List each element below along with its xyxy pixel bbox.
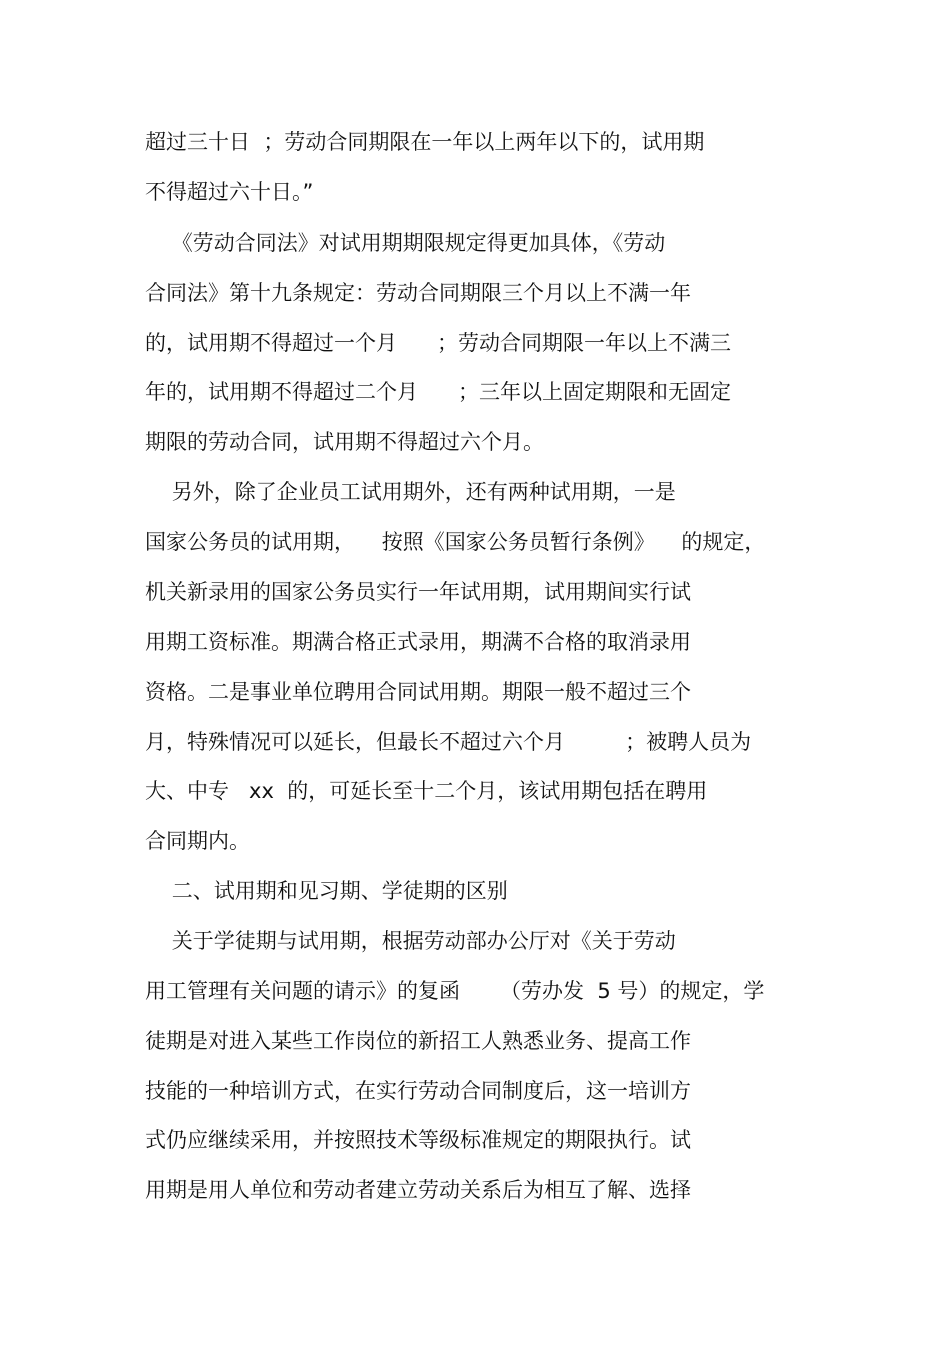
text-line: 年的，试用期不得超过二个月 ；三年以上固定期限和无固定 xyxy=(145,380,732,404)
text-line: 用期工资标准。期满合格正式录用，期满不合格的取消录用 xyxy=(145,630,691,654)
text-line: 另外，除了企业员工试用期外，还有两种试用期，一是 xyxy=(145,480,676,504)
text-line: 合同期内。 xyxy=(145,829,250,853)
text-line: 月，特殊情况可以延长，但最长不超过六个月 ；被聘人员为 xyxy=(145,730,752,754)
text-line: 资格。二是事业单位聘用合同试用期。期限一般不超过三个 xyxy=(145,680,691,704)
text-line: 关于学徒期与试用期，根据劳动部办公厅对《关于劳动 xyxy=(145,929,676,953)
text-line: 合同法》第十九条规定：劳动合同期限三个月以上不满一年 xyxy=(145,281,691,305)
section-heading: 二、试用期和见习期、学徒期的区别 xyxy=(145,879,508,903)
text-line: 期限的劳动合同，试用期不得超过六个月。 xyxy=(145,430,544,454)
text-line: 《劳动合同法》对试用期期限规定得更加具体，《劳动 xyxy=(145,231,666,255)
text-line: 国家公务员的试用期， 按照《国家公务员暂行条例》 的规定， xyxy=(145,530,766,554)
text-line: 不得超过六十日。” xyxy=(145,180,314,204)
text-line: 的，试用期不得超过一个月 ；劳动合同期限一年以上不满三 xyxy=(145,331,732,355)
text-line: 大、中专 xx 的，可延长至十二个月，该试用期包括在聘用 xyxy=(145,779,708,803)
text-line: 超过三十日 ；劳动合同期限在一年以上两年以下的，试用期 xyxy=(145,130,705,154)
text-line: 机关新录用的国家公务员实行一年试用期，试用期间实行试 xyxy=(145,580,691,604)
text-line: 技能的一种培训方式，在实行劳动合同制度后，这一培训方 xyxy=(145,1079,691,1103)
text-line: 用工管理有关问题的请示》的复函 （劳办发 5 号）的规定，学 xyxy=(145,979,765,1003)
text-line: 徒期是对进入某些工作岗位的新招工人熟悉业务、提高工作 xyxy=(145,1029,691,1053)
text-line: 用期是用人单位和劳动者建立劳动关系后为相互了解、选择 xyxy=(145,1178,691,1202)
text-line: 式仍应继续采用，并按照技术等级标准规定的期限执行。试 xyxy=(145,1128,691,1152)
